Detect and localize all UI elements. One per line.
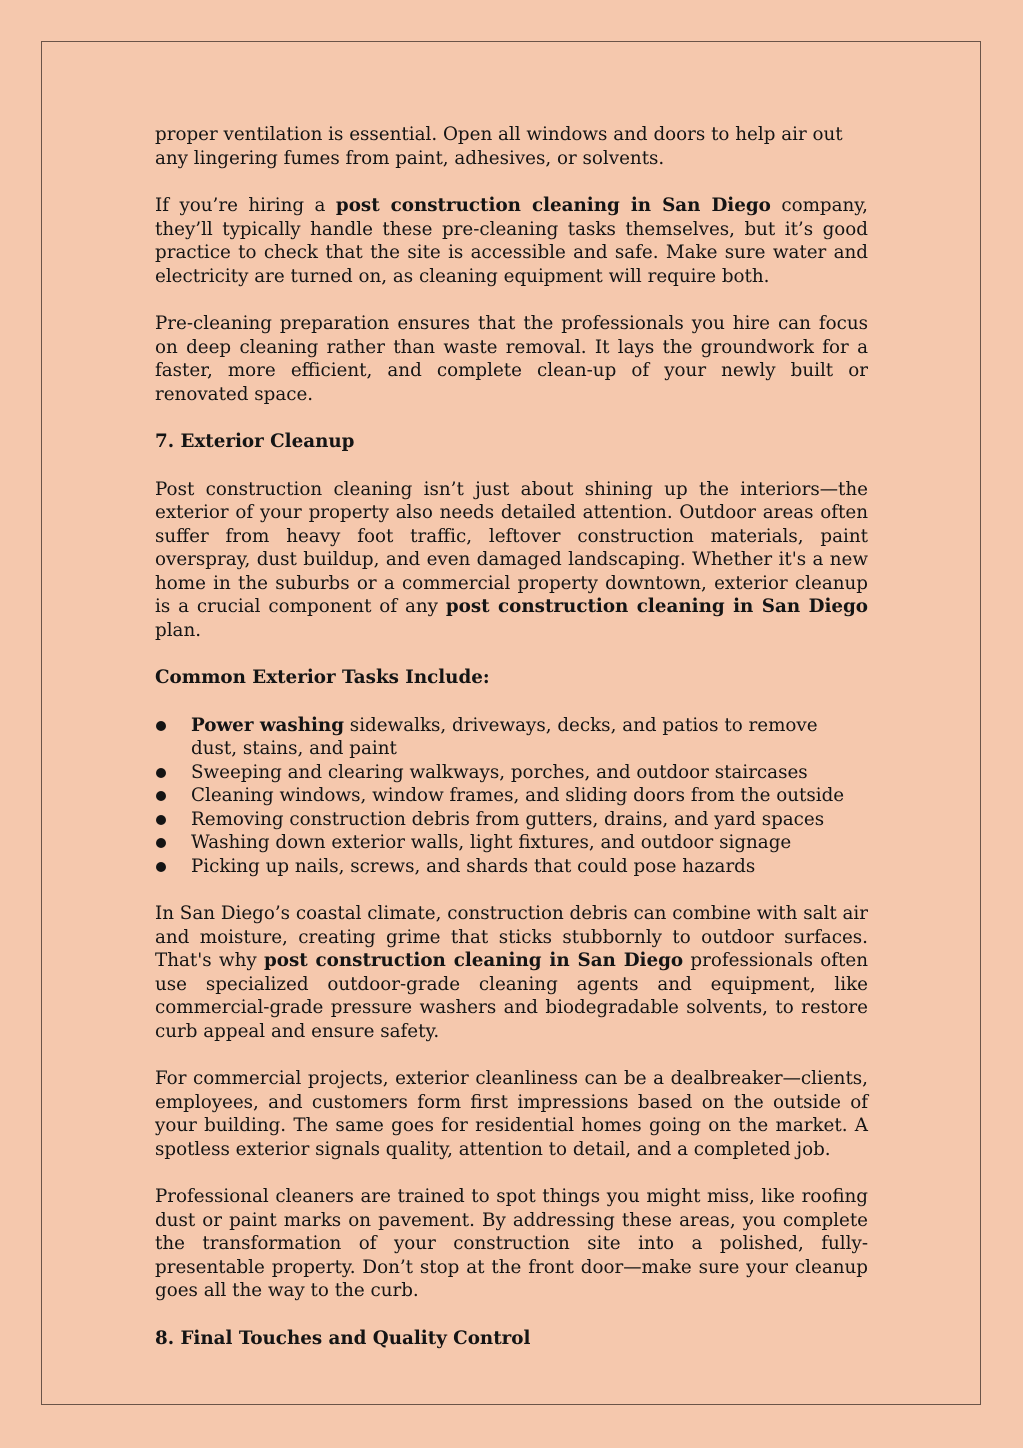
paragraph-commercial-projects: For commercial projects, exterior cleanliness can be a dealbreaker—clients, employees, and customers form first impressions based on the outside of your building. The same goes for residential homes going on the market. A spotless exterior signals quality, attention to detail, and a completed job. (155, 1068, 868, 1160)
section-heading-exterior-cleanup: 7. Exterior Cleanup (155, 431, 355, 452)
task-list (155, 714, 868, 879)
bullet-icon (156, 791, 166, 801)
bold-keyword: post construction cleaning in San Diego (335, 195, 771, 216)
paragraph-ventilation: proper ventilation is essential. Open all windows and doors to help air out any lingering fumes from paint, adhesives, or solvents. (155, 124, 843, 169)
text-run: Post construction cleaning isn’t just about shining up the interiors—the exterior of your property also needs detailed attention. Outdoor areas often suffer from heavy foot traffic, leftover construction materials, paint overspray, dust buildup, and even damaged landscaping. Whether it's a new home in the suburbs or a commercial property downtown, exterior cleanup is a crucial component of any (155, 478, 868, 617)
list-item (155, 831, 868, 855)
bold-keyword: post construction cleaning in San Diego (263, 950, 684, 971)
text-run: company, they’ll typically handle these pre-cleaning tasks themselves, but it’s good practice to check that the site is accessible and safe. Make sure water and electricity are turned on, as cleaning equipment will require both. (155, 195, 868, 287)
section-heading-final-touches: 8. Final Touches and Quality Control (155, 1327, 531, 1349)
bullet-icon (156, 768, 166, 778)
document-body (155, 123, 868, 1374)
list-item (155, 808, 868, 832)
bullet-icon (156, 838, 166, 848)
paragraph-hiring (155, 194, 868, 288)
paragraph-pre-cleaning: Pre-cleaning preparation ensures that the professionals you hire can focus on deep cleaning rather than waste removal. It lays the groundwork for a faster, more efficient, and complete clean-up of your newly built or renovated space. (155, 313, 868, 405)
paragraph-exterior-intro (155, 478, 868, 643)
paragraph-coastal-climate (155, 902, 868, 1043)
list-item-text: Picking up nails, screws, and shards that could pose hazards (191, 855, 756, 877)
bullet-icon (156, 862, 166, 872)
text-run: plan. (155, 619, 202, 641)
paragraph-professional-cleaners: Professional cleaners are trained to spot things you might miss, like roofing dust or paint marks on pavement. By addressing these areas, you complete the transformation of your construction site into a polished, fully-presentable property. Don’t stop at the front door—make sure your cleanup goes all the way to the curb. (155, 1186, 868, 1301)
list-item (155, 855, 868, 879)
text-run: If you’re hiring a (155, 195, 336, 216)
subheading-common-tasks: Common Exterior Tasks Include: (155, 667, 490, 688)
text-run: In San Diego’s coastal climate, construction debris can combine with salt air and moisture, creating grime that sticks stubbornly to outdoor surfaces. That's why (155, 903, 868, 971)
list-item-text: Removing construction debris from gutters, drains, and yard spaces (191, 808, 825, 830)
list-item (155, 784, 868, 808)
bold-keyword: post construction cleaning in San Diego (445, 596, 868, 617)
list-item (155, 761, 868, 785)
list-item (155, 714, 868, 761)
list-item-text: Cleaning windows, window frames, and sliding doors from the outside (191, 785, 845, 806)
list-item-text: sidewalks, driveways, decks, and patios to remove dust, stains, and paint (191, 714, 818, 759)
list-item-text: Washing down exterior walls, light fixtures, and outdoor signage (191, 832, 792, 853)
bullet-icon (156, 815, 166, 825)
list-item-text: Sweeping and clearing walkways, porches, and outdoor staircases (191, 761, 808, 783)
bold-keyword: Power washing (191, 714, 344, 736)
text-run: professionals often use specialized outdoor-grade cleaning agents and equipment, like commercial-grade pressure washers and biodegradable solvents, to restore curb appeal and ensure safety. (155, 950, 868, 1042)
bullet-icon (156, 721, 166, 731)
